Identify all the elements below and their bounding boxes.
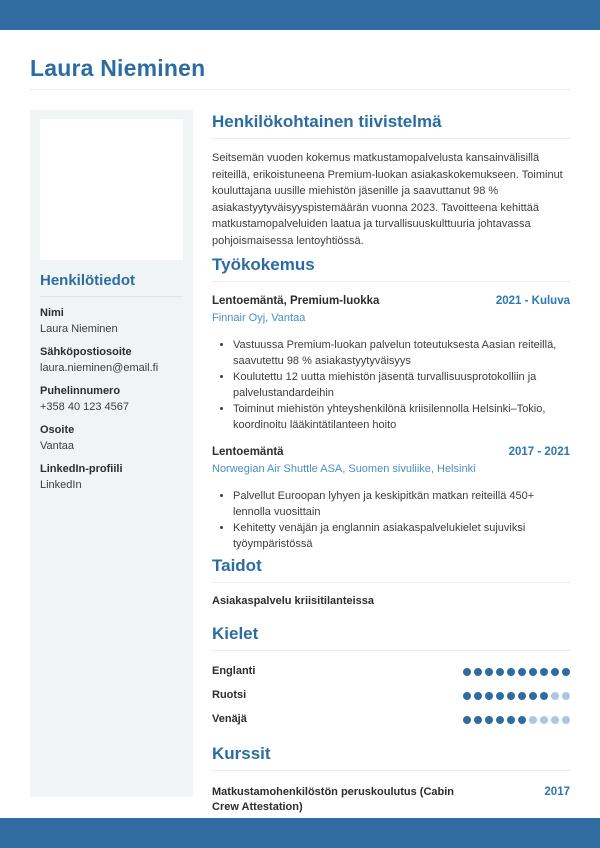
level-dot-filled: [562, 668, 570, 676]
level-dot-empty: [562, 716, 570, 724]
level-dot-filled: [496, 692, 504, 700]
course-name: Matkustamohenkilöstön peruskoulutus (Cabin Crew Attestation): [212, 786, 455, 813]
sidebar: [30, 110, 193, 797]
experience-heading: Työkokemus: [212, 255, 315, 274]
sidebar-field: [40, 385, 183, 414]
level-dot-filled: [474, 668, 482, 676]
level-dot-filled: [529, 692, 537, 700]
summary-text: Seitsemän vuoden kokemus matkustamopalvelusta kansainvälisillä reiteillä, erikoistuneena Premium-luokan asiakaskokemukseen. Toiminut kouluttajana uusille miehistön jäsenille ja saavuttanut 98 % asiakastyytyväisyyspistemäärän vuonna 2023. Tavoitteena kehittää matkustamopalveluiden laatua ja turvallisuuskulttuuria johtavassa pohjoismaisessa lentoyhtiössä.: [212, 152, 563, 247]
bottom-accent-bar: [0, 818, 600, 848]
job-dates: 2017 - 2021: [508, 446, 570, 458]
level-dot-filled: [474, 716, 482, 724]
job-bullets: [212, 338, 570, 433]
level-dot-filled: [507, 668, 515, 676]
level-dot-empty: [529, 716, 537, 724]
section-skills: [212, 556, 570, 608]
photo-placeholder: [40, 119, 183, 260]
field-label: Nimi: [40, 307, 64, 319]
level-dot-filled: [485, 692, 493, 700]
sidebar-heading: Henkilötiedot: [40, 272, 136, 289]
section-experience: [212, 255, 570, 552]
job-bullets: [212, 489, 570, 552]
level-dot-filled: [507, 692, 515, 700]
level-dot-empty: [551, 716, 559, 724]
field-label: Sähköpostiosoite: [40, 346, 132, 358]
job-header: [212, 294, 570, 308]
field-value: LinkedIn: [40, 479, 82, 491]
level-dot-filled: [485, 668, 493, 676]
jobs-list: [212, 294, 570, 552]
field-label: Osoite: [40, 424, 75, 436]
language-level-dots: [463, 668, 570, 676]
courses-heading: Kurssit: [212, 744, 271, 763]
language-row: [212, 689, 570, 702]
page: [0, 55, 600, 815]
skill-item: Asiakaspalvelu kriisitilanteissa: [212, 595, 375, 607]
level-dot-filled: [463, 692, 471, 700]
level-dot-filled: [518, 668, 526, 676]
section-divider: [212, 138, 570, 139]
sidebar-heading-divider: [40, 296, 183, 297]
header-divider: [30, 89, 570, 90]
languages-list: [212, 665, 570, 726]
section-divider: [212, 770, 570, 771]
language-name: Englanti: [212, 665, 256, 677]
job-bullet: • Kehitetty venäjän ja englannin asiakaspalvelukielet sujuviksi työympäristössä: [233, 521, 570, 552]
level-dot-filled: [529, 668, 537, 676]
job-header: [212, 445, 570, 459]
sidebar-field: [40, 346, 183, 375]
job-company: Norwegian Air Shuttle ASA, Suomen sivuliike, Helsinki: [212, 463, 476, 475]
job-bullet: • Palvellut Euroopan lyhyen ja keskipitkän matkan reiteillä 450+ lennolla vuosittain: [233, 489, 570, 520]
level-dot-filled: [463, 668, 471, 676]
course-row: [212, 785, 570, 815]
level-dot-filled: [507, 716, 515, 724]
field-value: Vantaa: [40, 440, 75, 452]
level-dot-filled: [496, 716, 504, 724]
level-dot-empty: [540, 716, 548, 724]
section-summary: [212, 112, 570, 249]
sidebar-field: [40, 307, 183, 336]
field-label: Puhelinnumero: [40, 385, 121, 397]
courses-list: [212, 785, 570, 815]
skills-list: [212, 595, 570, 608]
section-divider: [212, 281, 570, 282]
level-dot-filled: [474, 692, 482, 700]
section-languages: [212, 624, 570, 726]
main-content: [193, 110, 570, 815]
job-dates: 2021 - Kuluva: [495, 295, 570, 307]
columns: [30, 110, 570, 815]
level-dot-filled: [540, 668, 548, 676]
job-bullet: • Toiminut miehistön yhteyshenkilönä kriisilennolla Helsinki–Tokio, koordinoitu lääkintätilanteen hoito: [233, 402, 570, 433]
language-row: [212, 713, 570, 726]
level-dot-filled: [496, 668, 504, 676]
field-value: Laura Nieminen: [40, 323, 118, 335]
sidebar-field: [40, 463, 183, 492]
top-accent-bar: [0, 0, 600, 30]
job-title: Lentoemäntä: [212, 446, 284, 458]
skills-heading: Taidot: [212, 556, 262, 575]
section-courses: [212, 744, 570, 815]
level-dot-filled: [518, 692, 526, 700]
language-name: Venäjä: [212, 713, 247, 725]
level-dot-empty: [551, 692, 559, 700]
job-company: Finnair Oyj, Vantaa: [212, 312, 306, 324]
sidebar-field: [40, 424, 183, 453]
level-dot-filled: [518, 716, 526, 724]
language-level-dots: [463, 692, 570, 700]
field-value: laura.nieminen@email.fi: [40, 362, 159, 374]
field-label: LinkedIn-profiili: [40, 463, 123, 475]
level-dot-filled: [551, 668, 559, 676]
section-divider: [212, 582, 570, 583]
job-bullet: • Koulutettu 12 uutta miehistön jäsentä turvallisuusprotokolliin ja palvelustandardeihin: [233, 370, 570, 401]
job-title: Lentoemäntä, Premium-luokka: [212, 295, 380, 307]
language-name: Ruotsi: [212, 689, 247, 701]
job-entry: [212, 294, 570, 433]
summary-heading: Henkilökohtainen tiivistelmä: [212, 112, 442, 131]
job-entry: [212, 445, 570, 552]
field-value: +358 40 123 4567: [40, 401, 130, 413]
language-row: [212, 665, 570, 678]
section-divider: [212, 650, 570, 651]
level-dot-empty: [562, 692, 570, 700]
language-level-dots: [463, 716, 570, 724]
sidebar-fields: [40, 307, 183, 492]
level-dot-filled: [485, 716, 493, 724]
level-dot-filled: [540, 692, 548, 700]
level-dot-filled: [463, 716, 471, 724]
page-title: Laura Nieminen: [30, 55, 206, 81]
languages-heading: Kielet: [212, 624, 259, 643]
course-date: 2017: [544, 786, 570, 798]
job-bullet: • Vastuussa Premium-luokan palvelun toteutuksesta Aasian reiteillä, saavutettu 98 % asiakastyytyväisyys: [233, 338, 570, 369]
